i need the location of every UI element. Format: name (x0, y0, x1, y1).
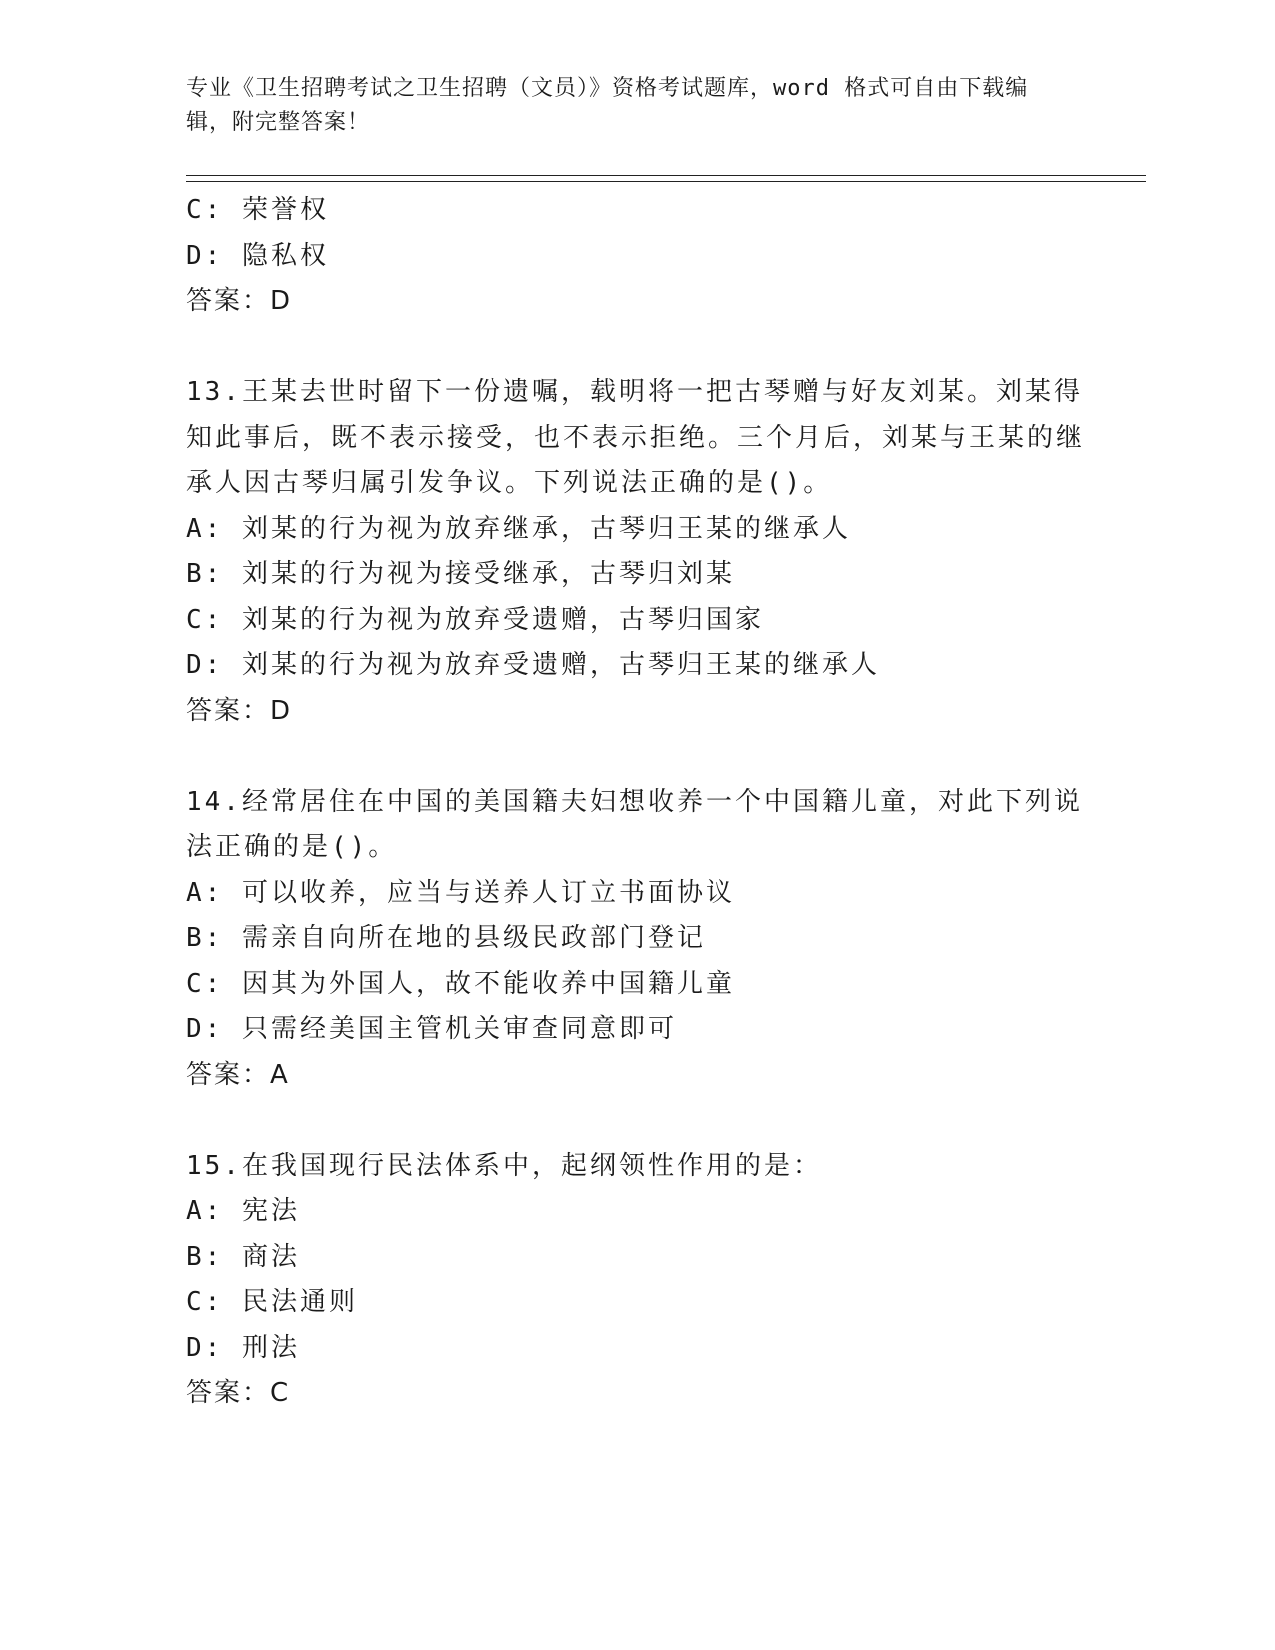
option-a (186, 507, 1086, 553)
option-text: 可以收养，应当与送养人订立书面协议 (241, 877, 735, 908)
option-b (186, 552, 1086, 598)
option-text: 民法通则 (241, 1287, 358, 1317)
option-label: C: (186, 195, 224, 225)
question-stem: 15.在我国现行民法体系中，起纲领性作用的是： (186, 1150, 822, 1181)
option-text: 刘某的行为视为接受继承，古琴归刘某 (241, 559, 735, 589)
spacer (186, 325, 1086, 371)
option-label: B: (186, 559, 224, 589)
answer-line: 答案：A (186, 1059, 290, 1090)
option-text: 因其为外国人，故不能收养中国籍儿童 (241, 968, 735, 999)
option-d (186, 1326, 1086, 1372)
option-label: B: (186, 1241, 224, 1272)
option-text: 刘某的行为视为放弃受遗赠，古琴归国家 (241, 604, 764, 635)
option-c (186, 962, 1086, 1008)
option-label: C: (186, 604, 224, 635)
option-text: 商法 (241, 1241, 300, 1272)
question-stem: 14.经常居住在中国的美国籍夫妇想收养一个中国籍儿童，对此下列说法正确的是()。 (186, 786, 1083, 862)
option-text: 隐私权 (241, 240, 329, 271)
option-label: D: (186, 650, 224, 680)
question-14 (186, 780, 1086, 1099)
option-label: C: (186, 1287, 224, 1317)
option-label: A: (186, 877, 224, 908)
option-a (186, 871, 1086, 917)
option-label: C: (186, 968, 224, 999)
option-text: 宪法 (241, 1196, 300, 1226)
option-b (186, 1235, 1086, 1281)
option-text: 只需经美国主管机关审查同意即可 (241, 1014, 677, 1044)
question-13 (186, 370, 1086, 734)
prev-question (186, 188, 1086, 325)
option-label: A: (186, 1196, 224, 1226)
header-rule-bottom (186, 181, 1146, 182)
option-label: D: (186, 1014, 224, 1044)
option-c (186, 188, 1086, 234)
option-d (186, 1007, 1086, 1053)
answer-line: 答案：C (186, 1378, 291, 1408)
question-content (186, 188, 1086, 1417)
answer-line: 答案：D (186, 286, 293, 316)
option-text: 需亲自向所在地的县级民政部门登记 (241, 923, 706, 953)
question-15 (186, 1144, 1086, 1417)
question-stem: 13.王某去世时留下一份遗嘱，载明将一把古琴赠与好友刘某。刘某得知此事后，既不表示接受，也不表示拒绝。三个月后，刘某与王某的继承人因古琴归属引发争议。下列说法正确的是()。 (186, 377, 1086, 498)
spacer (186, 734, 1086, 780)
option-text: 刑法 (241, 1332, 300, 1363)
option-text: 刘某的行为视为放弃受遗赠，古琴归王某的继承人 (241, 650, 880, 680)
option-b (186, 916, 1086, 962)
document-header (186, 72, 1066, 140)
option-label: D: (186, 1332, 224, 1363)
header-rule-top (186, 175, 1146, 176)
option-a (186, 1189, 1086, 1235)
option-text: 刘某的行为视为放弃继承，古琴归王某的继承人 (241, 513, 851, 544)
option-text: 荣誉权 (241, 195, 329, 225)
answer-line: 答案：D (186, 695, 293, 726)
option-d (186, 234, 1086, 280)
option-label: A: (186, 513, 224, 544)
option-c (186, 598, 1086, 644)
option-d (186, 643, 1086, 689)
option-c (186, 1280, 1086, 1326)
option-label: B: (186, 923, 224, 953)
header-text: 专业《卫生招聘考试之卫生招聘（文员）》资格考试题库，word 格式可自由下载编辑，附完整答案！ (186, 76, 1029, 135)
spacer (186, 1098, 1086, 1144)
option-label: D: (186, 240, 224, 271)
